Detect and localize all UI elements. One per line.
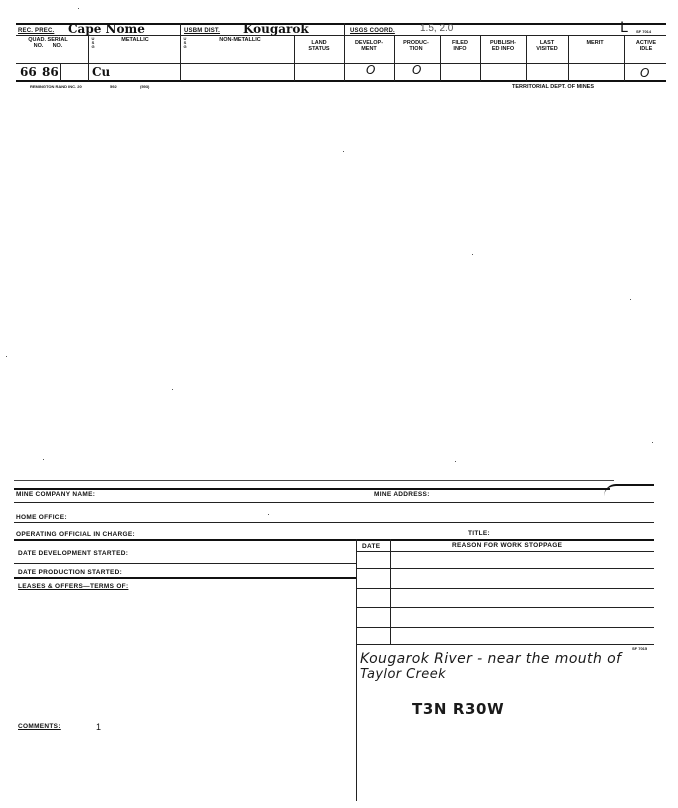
date-prod-label: DATE PRODUCTION STARTED:: [18, 569, 123, 576]
footer-mid-2: (593): [140, 84, 150, 89]
rec-prec-label: REC. PREC.: [18, 28, 55, 34]
production-value: O: [412, 63, 422, 77]
development-value: O: [366, 63, 376, 77]
col-published-info: PUBLISH- ED INFO: [490, 40, 516, 52]
col-active-idle: ACTIVE IDLE: [635, 40, 657, 52]
usgs-coord-label: USGS COORD.: [350, 28, 395, 34]
home-office-label: HOME OFFICE:: [16, 514, 67, 521]
reason-col-label: REASON FOR WORK STOPPAGE: [452, 542, 563, 549]
comments-value: 1: [96, 722, 102, 732]
usbm-dist-label: USBM DIST.: [184, 28, 221, 34]
rec-prec-value: Cape Nome: [68, 22, 145, 36]
quad-value: 66: [20, 65, 37, 79]
form-code: SF 7014: [636, 29, 652, 34]
col-production: PRODUC- TION: [403, 40, 429, 52]
form-code-2: SF 7015: [632, 646, 648, 651]
col-metallic: METALLIC: [121, 37, 149, 43]
footer-left: REMINGTON RAND INC. 20: [30, 84, 82, 89]
col-usg-2: U S G: [183, 36, 187, 49]
notes-line-3: T3N R30W: [412, 700, 505, 718]
page-mark: L: [620, 20, 628, 36]
title-label: TITLE:: [468, 530, 491, 537]
active-idle-value: O: [640, 66, 650, 80]
mine-address-label: MINE ADDRESS:: [374, 491, 430, 498]
operating-official-label: OPERATING OFFICIAL IN CHARGE:: [16, 531, 135, 538]
mine-company-label: MINE COMPANY NAME:: [16, 491, 96, 498]
date-col-label: DATE: [362, 543, 381, 550]
comments-label: COMMENTS:: [18, 723, 61, 730]
footer-mid-1: 592: [110, 84, 117, 89]
footer-right: TERRITORIAL DEPT. OF MINES: [512, 84, 594, 90]
col-quad-serial: QUAD. SERIAL NO. NO.: [28, 37, 68, 49]
usgs-coord-value: 1.5, 2.0: [420, 23, 454, 34]
usbm-dist-value: Kougarok: [243, 22, 309, 36]
metallic-value: Cu: [92, 65, 111, 79]
notes-line-1: Kougarok River - near the mouth of: [360, 651, 622, 667]
date-dev-label: DATE DEVELOPMENT STARTED:: [18, 550, 129, 557]
col-filed-info: FILED INFO: [452, 40, 468, 52]
col-last-visited: LAST VISITED: [536, 40, 558, 52]
leases-label: LEASES & OFFERS—TERMS OF:: [18, 583, 129, 590]
col-non-metallic: NON-METALLIC: [219, 37, 261, 43]
serial-value: 86: [42, 65, 59, 79]
col-development: DEVELOP- MENT: [354, 40, 384, 52]
notes-line-2: Taylor Creek: [360, 667, 447, 682]
col-usg-1: U S G: [91, 36, 95, 49]
col-merit: MERIT: [586, 40, 604, 46]
col-land-status: LAND STATUS: [308, 40, 330, 52]
